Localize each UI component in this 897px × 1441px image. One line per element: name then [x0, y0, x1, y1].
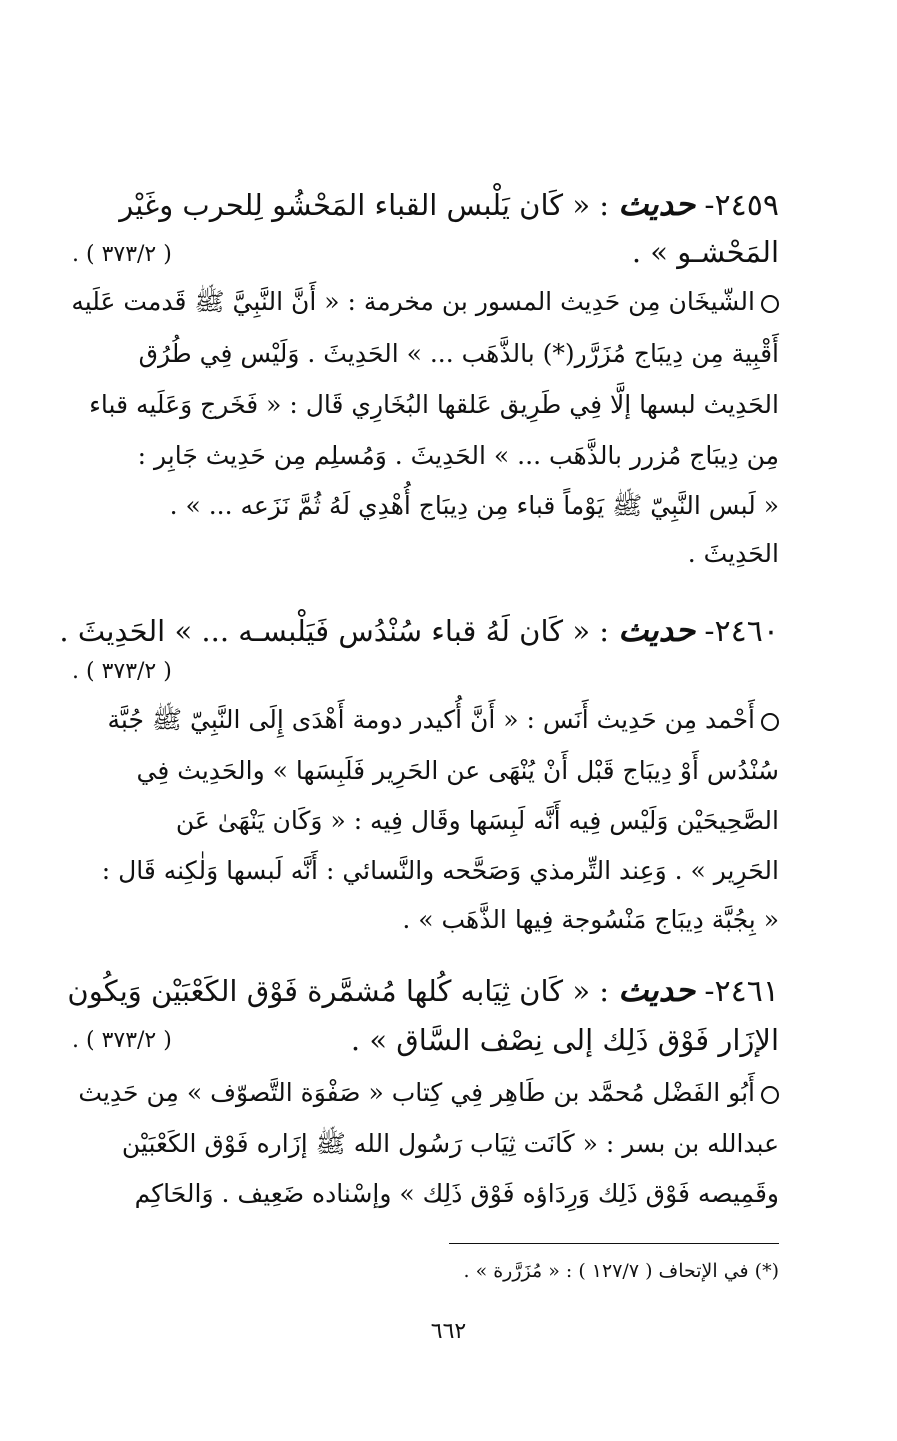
hadith-2460-number: ٢٤٦٠- — [704, 614, 779, 649]
hadith-2459-commentary-5: « لَبس النَّبِيّ ﷺ يَوْماً قباء مِن دِيبَاج أُهْدِي لَهُ ثُمَّ نَزَعه ... » . — [169, 491, 779, 520]
hadith-2461-commentary-3: وقَمِيصه فَوْق ذَلِك وَرِدَاؤه فَوْق ذَلِك » وإسْناده ضَعِيف . وَالحَاكِم — [134, 1179, 779, 1208]
hadith-2461-commentary-1: أَبُو الفَضْل مُحمَّد بن طَاهِر فِي كِتاب « صَفْوَة التَّصوّف » مِن حَدِيث — [78, 1080, 779, 1105]
hadith-2461-number: ٢٤٦١- — [704, 974, 779, 1009]
hadith-2461-commentary-2: عبدالله بن بسر : « كَانَت ثِيَاب رَسُول الله ﷺ إزَاره فَوْق الكَعْبَيْن — [121, 1129, 779, 1158]
hadith-2459-line-2: المَحْشـو » . — [631, 235, 779, 269]
hadith-2459-commentary-4: مِن دِيبَاج مُزرر بالذَّهَب ... » الحَدِيثَ . وَمُسلِم مِن حَدِيث جَابِر : — [137, 441, 779, 470]
hadith-2459-commentary-1: الشّيخَان مِن حَدِيث المسور بن مخرمة : « أَنَّ النَّبِيَّ ﷺ قَدمت عَلَيه — [71, 289, 779, 314]
hadith-2459-commentary-3: الحَدِيث لبسها إلَّا فِي طَرِيق عَلقها البُخَارِي قَال : « فَخَرج وَعَلَيه قباء — [89, 390, 779, 419]
hadith-2460-text-1: : « كَان لَهُ قباء سُنْدُس فَيَلْبسـه ... » الحَدِيثَ . — [59, 614, 610, 648]
hadith-2459-number: ٢٤٥٩- — [704, 188, 779, 223]
hadith-2460-commentary-5: « بِجُبَّة دِيبَاج مَنْسُوجة فِيها الذَّهَب » . — [402, 905, 779, 934]
footnote: (*) في الإتحاف ( ١٢٧/٧ ) : « مُزَرَّرة » . — [463, 1260, 779, 1282]
hadith-2459-reference: ( ٣٧٣/٢ ) . — [72, 242, 172, 267]
hadith-2459-word: حديث — [618, 185, 696, 223]
hadith-2459-commentary-2: أَقْبِية مِن دِيبَاج مُزَرَّر(*) بالذَّهَب ... » الحَدِيثَ . وَلَيْس فِي طُرُق — [138, 339, 779, 368]
hadith-2461-text-1: : « كَان ثِيَابه كُلها مُشمَّرة فَوْق الكَعْبَيْن وَيكُون — [67, 974, 610, 1008]
hadith-2460-word: حديث — [618, 611, 696, 649]
hadith-2459-commentary-6: الحَدِيثَ . — [687, 539, 779, 568]
hadith-2461-word: حديث — [618, 971, 696, 1009]
footnote-divider — [449, 1243, 779, 1244]
hadith-2459-text-1: : « كَان يَلْبس القباء المَحْشُو لِلحرب وغَيْر — [119, 188, 610, 222]
hadith-2460-commentary-1: أَحْمد مِن حَدِيث أَنَس : « أَنَّ أُكيدر دومة أَهْدَى إِلَى النَّبِيّ ﷺ جُبَّة — [108, 707, 780, 732]
circle-bullet-icon — [761, 1086, 779, 1104]
hadith-2460-commentary-3: الصَّحِيحَيْن وَلَيْس فِيه أَنَّه لَبِسَها وقَال فِيه : « وَكَان يَنْهَىٰ عَن — [175, 806, 779, 835]
hadith-2460-commentary-4: الحَرِير » . وَعِند التِّرمذي وَصَحَّحه والنَّسائي : أَنَّه لَبسها وَلٰكِنه قَال : — [101, 856, 779, 885]
hadith-2461-line-1 — [67, 971, 779, 1009]
hadith-2461-reference: ( ٣٧٣/٢ ) . — [72, 1028, 172, 1053]
hadith-2460-commentary-2: سُنْدُس أَوْ دِيبَاج قَبْل أَنْ يُنْهَى عن الحَرِير فَلَبِسَها » والحَدِيث فِي — [136, 756, 779, 785]
hadith-2460-reference: ( ٣٧٣/٢ ) . — [72, 659, 172, 684]
hadith-2461-line-2: الإزَار فَوْق ذَلِك إلى نِصْف السَّاق » . — [350, 1023, 779, 1057]
circle-bullet-icon — [761, 713, 779, 731]
page-number: ٦٦٢ — [430, 1319, 467, 1344]
hadith-2459-line-1 — [119, 185, 779, 223]
circle-bullet-icon — [761, 295, 779, 313]
hadith-2460-line-1 — [59, 611, 779, 649]
